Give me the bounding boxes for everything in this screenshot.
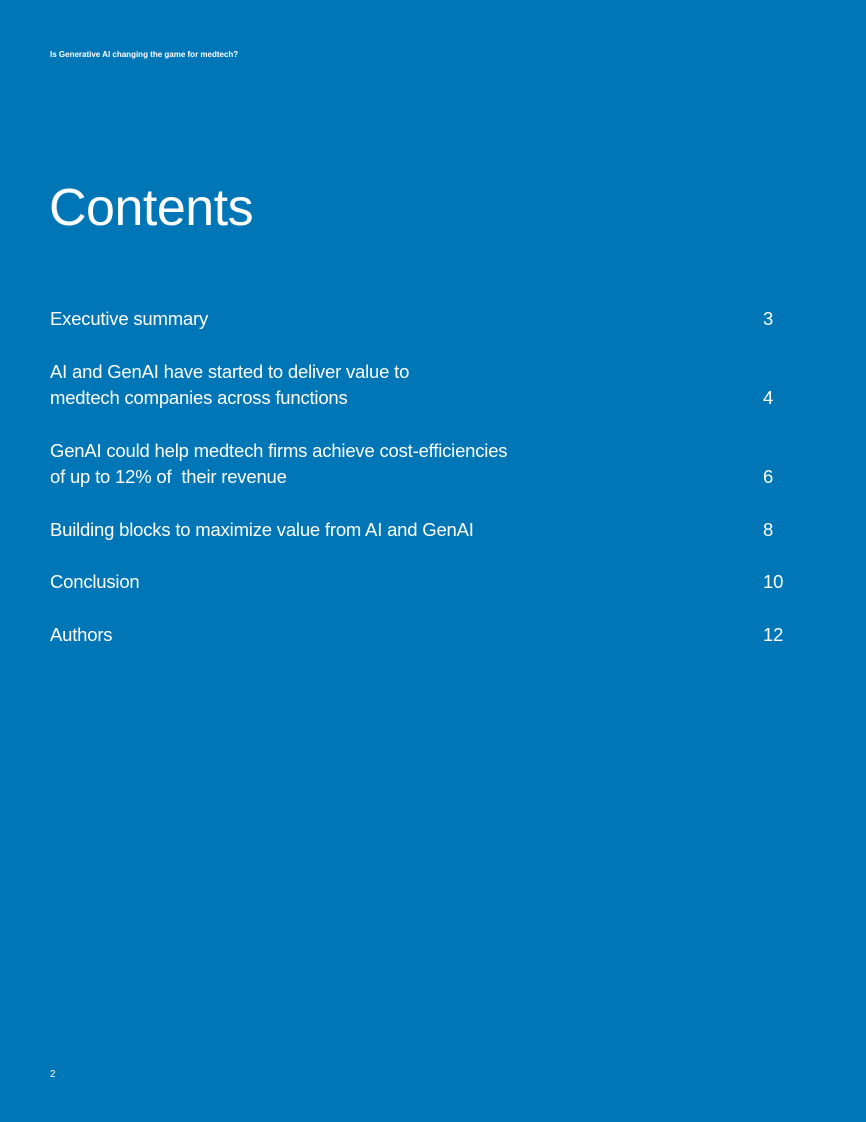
toc-entry-title-line: Building blocks to maximize value from AI and GenAI (50, 518, 474, 540)
toc-entry-executive-summary[interactable] (50, 306, 790, 333)
toc-entry-title (50, 569, 590, 596)
toc-entry-authors[interactable] (50, 622, 790, 649)
toc-entry-title (50, 306, 590, 333)
toc-entry-title-line: AI and GenAI have started to deliver value to (50, 360, 410, 382)
toc-entry-title (50, 359, 590, 412)
toc-entry-title (50, 622, 590, 649)
running-header: Is Generative AI changing the game for medtech? (50, 50, 239, 59)
toc-entry-building-blocks[interactable] (50, 517, 790, 544)
toc-entry-title-line: Executive summary (50, 308, 209, 329)
toc-entry-page-number: 6 (763, 466, 774, 487)
page-title: Contents (49, 179, 254, 237)
toc-entry-page-number: 10 (763, 571, 784, 592)
toc-entry-page-number: 3 (763, 308, 774, 329)
footer-page-number: 2 (50, 1069, 56, 1080)
toc-entry-title-line: medtech companies across functions (50, 387, 348, 408)
toc-entry-title-line: Conclusion (50, 571, 140, 592)
toc-entry-page-number: 4 (763, 387, 774, 408)
toc-entry-ai-genai-value[interactable] (50, 359, 790, 412)
table-of-contents (50, 306, 790, 674)
toc-entry-title-line: Authors (50, 623, 113, 645)
toc-entry-title (50, 517, 590, 544)
toc-entry-conclusion[interactable] (50, 569, 790, 596)
toc-entry-page-number: 8 (763, 518, 774, 540)
toc-entry-cost-efficiencies[interactable] (50, 438, 790, 491)
toc-entry-title-line: of up to 12% of their revenue (50, 466, 287, 487)
toc-entry-title-line: GenAI could help medtech firms achieve cost-efficiencies (50, 439, 508, 461)
toc-entry-title (50, 438, 590, 491)
toc-entry-page-number: 12 (763, 623, 784, 645)
